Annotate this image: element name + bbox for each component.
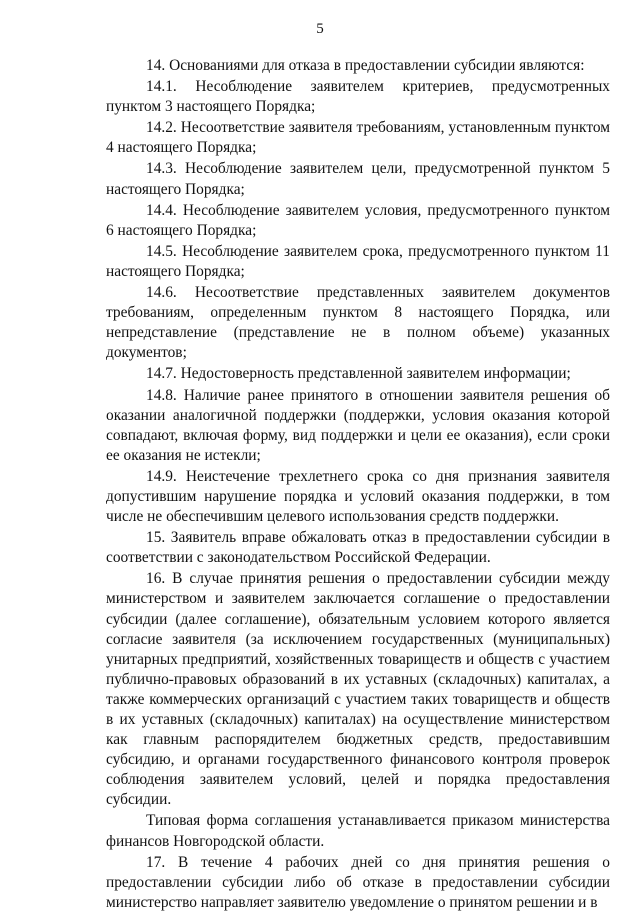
paragraph-14-5: 14.5. Несоблюдение заявителем срока, предусмотренного пунктом 11 настоящего Порядка; [106, 242, 610, 280]
paragraph-14-7: 14.7. Недостоверность представленной заявителем информации; [146, 365, 571, 383]
paragraph-17: 17. В течение 4 рабочих дней со дня принятия решения о предоставлении субсидии либо об отказе в предоставлении субсидии министерство направляет заявителю уведомление о принятом решении и в [106, 853, 610, 911]
paragraph-16: 16. В случае принятия решения о предоставлении субсидии между министерством и заявителем заключается соглашение о предоставлении субсидии (далее соглашение), обязательным условием которого является согласие заявителя (за исключением государственных (муниципальных) унитарных предприятий, хозяйственных товариществ и обществ с участием публично-правовых образований в их уставных (складочных) капиталах, а также коммерческих организаций с участием таких товариществ и обществ в их уставных (складочных) капиталах) на осуществление министерством как главным распорядителем бюджетных средств, предоставившим субсидию, и органами государственного финансового контроля проверок соблюдения заявителем условий, целей и порядка предоставления субсидии. [106, 570, 610, 809]
page-number: 5 [316, 21, 324, 37]
paragraph-16-typical-form: Типовая форма соглашения устанавливается приказом министерства финансов Новгородской области. [106, 812, 610, 850]
document-body [106, 56, 610, 913]
paragraph-14-9: 14.9. Неистечение трехлетнего срока со дня признания заявителя допустившим нарушение порядка и условий оказания поддержки, в том числе не обеспечившим целевого использования средств поддержки. [106, 467, 610, 526]
paragraph-14-3: 14.3. Несоблюдение заявителем цели, предусмотренной пунктом 5 настоящего Порядка; [106, 160, 610, 198]
paragraph-14-2: 14.2. Несоответствие заявителя требованиям, установленным пунктом 4 настоящего Порядка; [106, 119, 610, 157]
paragraph-14-1: 14.1. Несоблюдение заявителем критериев, предусмотренных пунктом 3 настоящего Порядка; [106, 78, 610, 116]
paragraph-14-6: 14.6. Несоответствие представленных заявителем документов требованиям, определенным пунктом 8 настоящего Порядка, или непредставление (представление не в полном объеме) указанных документов; [106, 284, 610, 362]
paragraph-15: 15. Заявитель вправе обжаловать отказ в предоставлении субсидии в соответствии с законодательством Российской Федерации. [106, 529, 610, 567]
paragraph-14-4: 14.4. Несоблюдение заявителем условия, предусмотренного пунктом 6 настоящего Порядка; [106, 201, 610, 239]
paragraph-14-8: 14.8. Наличие ранее принятого в отношении заявителя решения об оказании аналогичной поддержки (поддержки, условия оказания которой совпадают, включая форму, вид поддержки и цели ее оказания), если сроки ее оказания не истекли; [106, 386, 610, 464]
paragraph-14: 14. Основаниями для отказа в предоставлении субсидии являются: [146, 57, 585, 74]
